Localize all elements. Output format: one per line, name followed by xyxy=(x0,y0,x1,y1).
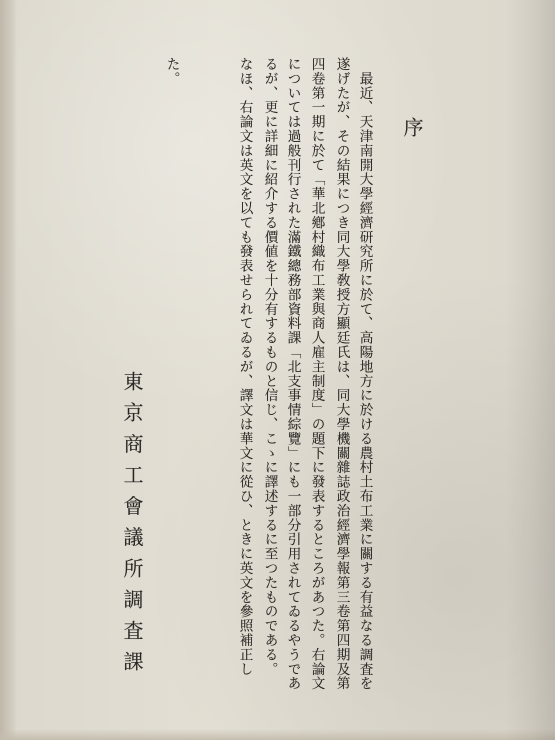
body-text-line: 遂げたが、その結果につき同大學敎授方顯廷氏は、同大學機關雜誌政治經濟學報第三卷第四期及第 xyxy=(333,57,350,691)
body-text-line: なほ、右論文は英文を以ても發表せられてゐるが、譯文は華文に從ひ、ときに英文を參照補正し xyxy=(236,57,253,677)
body-text-line: 四卷第一期に於て「華北鄕村織布工業與商人雇主制度」の題下に發表するところがあつた。右論文 xyxy=(308,57,325,691)
preface-title: 序 xyxy=(400,117,424,137)
body-text-line: については過般刊行された滿鐵總務部資料課「北支事情綜覽」にも一部分引用されてゐるやうであ xyxy=(284,57,301,691)
page-bottom-edge xyxy=(0,729,555,740)
body-text-line: るが、更に詳細に紹介する價値を十分有するものと信じ、こゝに譯述するに至つたものである。 xyxy=(261,57,278,677)
body-text-line: 最近、天津南開大學經濟研究所に於て、高陽地方に於ける農村土布工業に關する有益なる調査を xyxy=(356,57,373,691)
page-spine-shadow xyxy=(505,0,555,740)
page-left-edge xyxy=(0,0,17,740)
issuer-signature: 東京商工會議所調査課 xyxy=(120,371,144,671)
body-text-line: た。 xyxy=(163,57,180,86)
